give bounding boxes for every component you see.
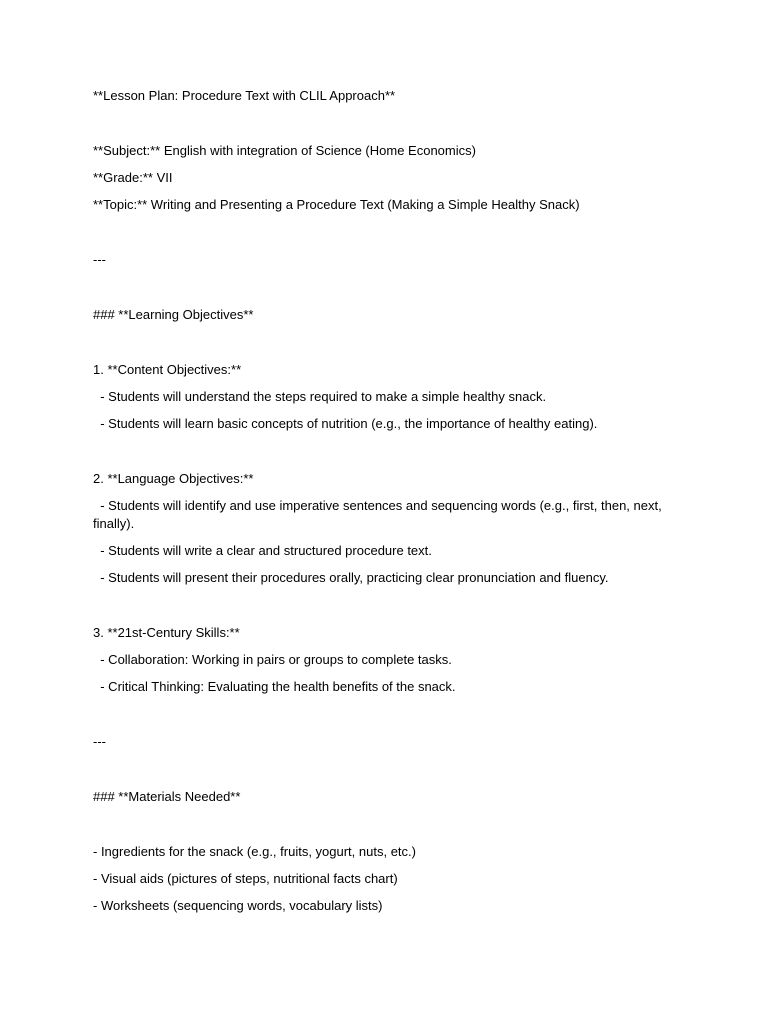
material-item: - Ingredients for the snack (e.g., fruits, yogurt, nuts, etc.) [93,844,416,859]
materials-heading: ### **Materials Needed** [93,789,241,804]
content-objectives-heading: 1. **Content Objectives:** [93,362,242,377]
content-objective-item: - Students will learn basic concepts of nutrition (e.g., the importance of healthy eating). [93,416,598,431]
language-objectives-heading: 2. **Language Objectives:** [93,471,254,486]
skill-item: - Critical Thinking: Evaluating the health benefits of the snack. [93,679,456,694]
subject-line: **Subject:** English with integration of Science (Home Economics) [93,143,476,158]
grade-line: **Grade:** VII [93,170,173,185]
separator: --- [93,734,106,749]
separator: --- [93,252,106,267]
language-objective-item: - Students will write a clear and structured procedure text. [93,543,432,558]
language-objective-item: - Students will identify and use imperative sentences and sequencing words (e.g., first, then, next, finally). [93,498,666,531]
language-objective-item: - Students will present their procedures orally, practicing clear pronunciation and fluency. [93,570,609,585]
topic-line: **Topic:** Writing and Presenting a Procedure Text (Making a Simple Healthy Snack) [93,197,580,212]
learning-objectives-heading: ### **Learning Objectives** [93,307,254,322]
skill-item: - Collaboration: Working in pairs or groups to complete tasks. [93,652,452,667]
skills-heading: 3. **21st-Century Skills:** [93,625,240,640]
lesson-plan-title: **Lesson Plan: Procedure Text with CLIL Approach** [93,88,396,103]
material-item: - Visual aids (pictures of steps, nutritional facts chart) [93,871,398,886]
content-objective-item: - Students will understand the steps required to make a simple healthy snack. [93,389,547,404]
material-item: - Worksheets (sequencing words, vocabulary lists) [93,898,383,913]
